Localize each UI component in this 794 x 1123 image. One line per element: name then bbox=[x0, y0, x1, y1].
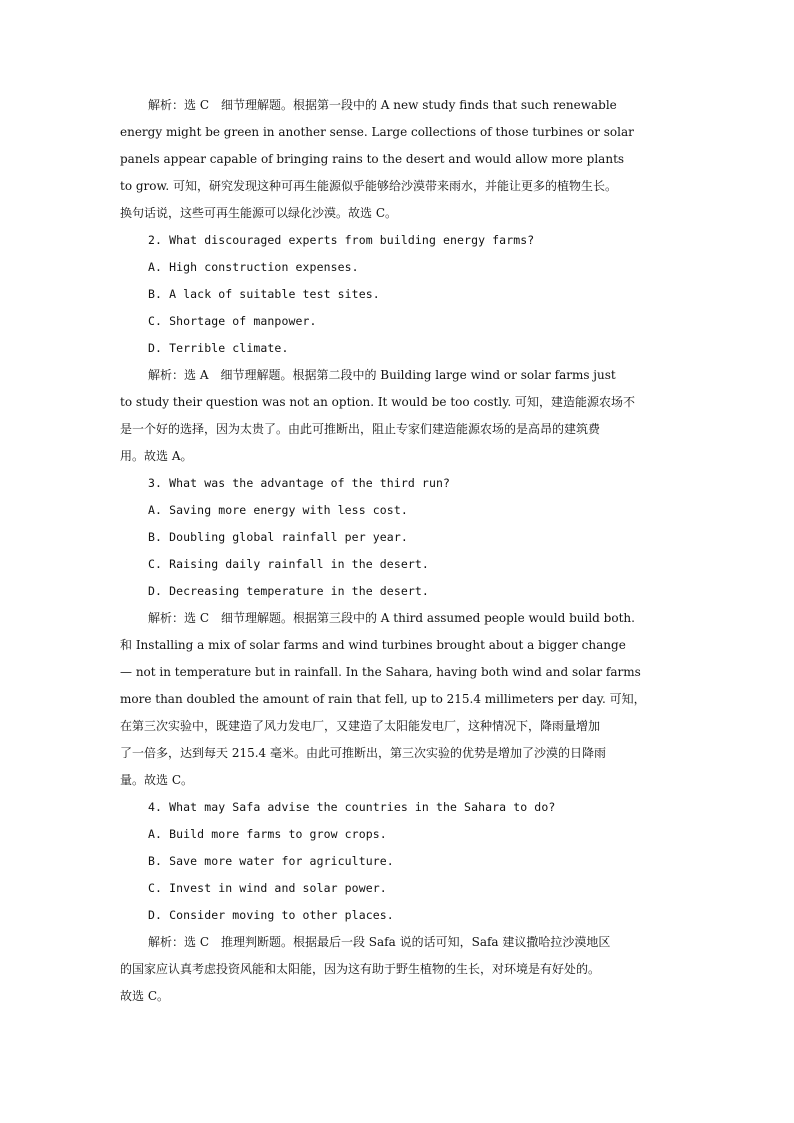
explanation-line: 换句话说，这些可再生能源可以绿化沙漠。故选 C。 bbox=[120, 206, 397, 220]
explanation-line: 解析：选 C 细节理解题。根据第三段中的 A third assumed people would build both. bbox=[148, 611, 635, 625]
explanation-line: — not in temperature but in rainfall. In the Sahara, having both wind and solar farms bbox=[120, 665, 641, 679]
answer-option: C. Shortage of manpower. bbox=[148, 314, 317, 328]
question-text: 4. What may Safa advise the countries in the Sahara to do? bbox=[148, 800, 556, 814]
explanation-line: 了一倍多，达到每天 215.4 毫米。由此可推断出，第三次实验的优势是增加了沙漠的日降雨 bbox=[120, 746, 606, 760]
answer-option: A. High construction expenses. bbox=[148, 260, 359, 274]
explanation-line: 和 Installing a mix of solar farms and wind turbines brought about a bigger change bbox=[120, 638, 626, 652]
explanation-line: 的国家应认真考虑投资风能和太阳能，因为这有助于野生植物的生长，对环境是有好处的。 bbox=[120, 962, 601, 976]
explanation-line: 解析：选 A 细节理解题。根据第二段中的 Building large wind or solar farms just bbox=[148, 368, 616, 382]
answer-option: D. Consider moving to other places. bbox=[148, 908, 394, 922]
explanation-line: 解析：选 C 细节理解题。根据第一段中的 A new study finds that such renewable bbox=[148, 98, 617, 112]
answer-option: A. Saving more energy with less cost. bbox=[148, 503, 408, 517]
answer-option: D. Terrible climate. bbox=[148, 341, 289, 355]
explanation-paragraph bbox=[120, 92, 680, 227]
answer-option: B. A lack of suitable test sites. bbox=[148, 287, 380, 301]
explanation-line: to grow. 可知，研究发现这种可再生能源似乎能够给沙漠带来雨水，并能让更多的植物生长。 bbox=[120, 179, 617, 193]
explanation-line: more than doubled the amount of rain that fell, up to 215.4 millimeters per day. 可知， bbox=[120, 692, 646, 706]
explanation-paragraph bbox=[120, 362, 680, 470]
question-text: 3. What was the advantage of the third run? bbox=[148, 476, 451, 490]
document-page bbox=[120, 92, 680, 1010]
explanation-line: 是一个好的选择，因为太贵了。由此可推断出，阻止专家们建造能源农场的是高昂的建筑费 bbox=[120, 422, 601, 436]
explanation-line: 量。故选 C。 bbox=[120, 773, 193, 787]
question-text: 2. What discouraged experts from building energy farms? bbox=[148, 233, 535, 247]
explanation-paragraph bbox=[120, 929, 680, 1010]
explanation-line: 故选 C。 bbox=[120, 989, 169, 1003]
explanation-line: energy might be green in another sense. Large collections of those turbines or solar bbox=[120, 125, 634, 139]
answer-option: B. Doubling global rainfall per year. bbox=[148, 530, 408, 544]
explanation-line: 在第三次实验中，既建造了风力发电厂，又建造了太阳能发电厂，这种情况下，降雨量增加 bbox=[120, 719, 601, 733]
answer-option: A. Build more farms to grow crops. bbox=[148, 827, 387, 841]
explanation-line: 解析：选 C 推理判断题。根据最后一段 Safa 说的话可知，Safa 建议撒哈拉沙漠地区 bbox=[148, 935, 611, 949]
explanation-line: 用。故选 A。 bbox=[120, 449, 193, 463]
explanation-line: to study their question was not an option. It would be too costly. 可知，建造能源农场不 bbox=[120, 395, 636, 409]
explanation-line: panels appear capable of bringing rains to the desert and would allow more plants bbox=[120, 152, 625, 166]
answer-option: C. Raising daily rainfall in the desert. bbox=[148, 557, 429, 571]
answer-option: D. Decreasing temperature in the desert. bbox=[148, 584, 429, 598]
explanation-paragraph bbox=[120, 605, 680, 794]
answer-option: B. Save more water for agriculture. bbox=[148, 854, 394, 868]
answer-option: C. Invest in wind and solar power. bbox=[148, 881, 387, 895]
